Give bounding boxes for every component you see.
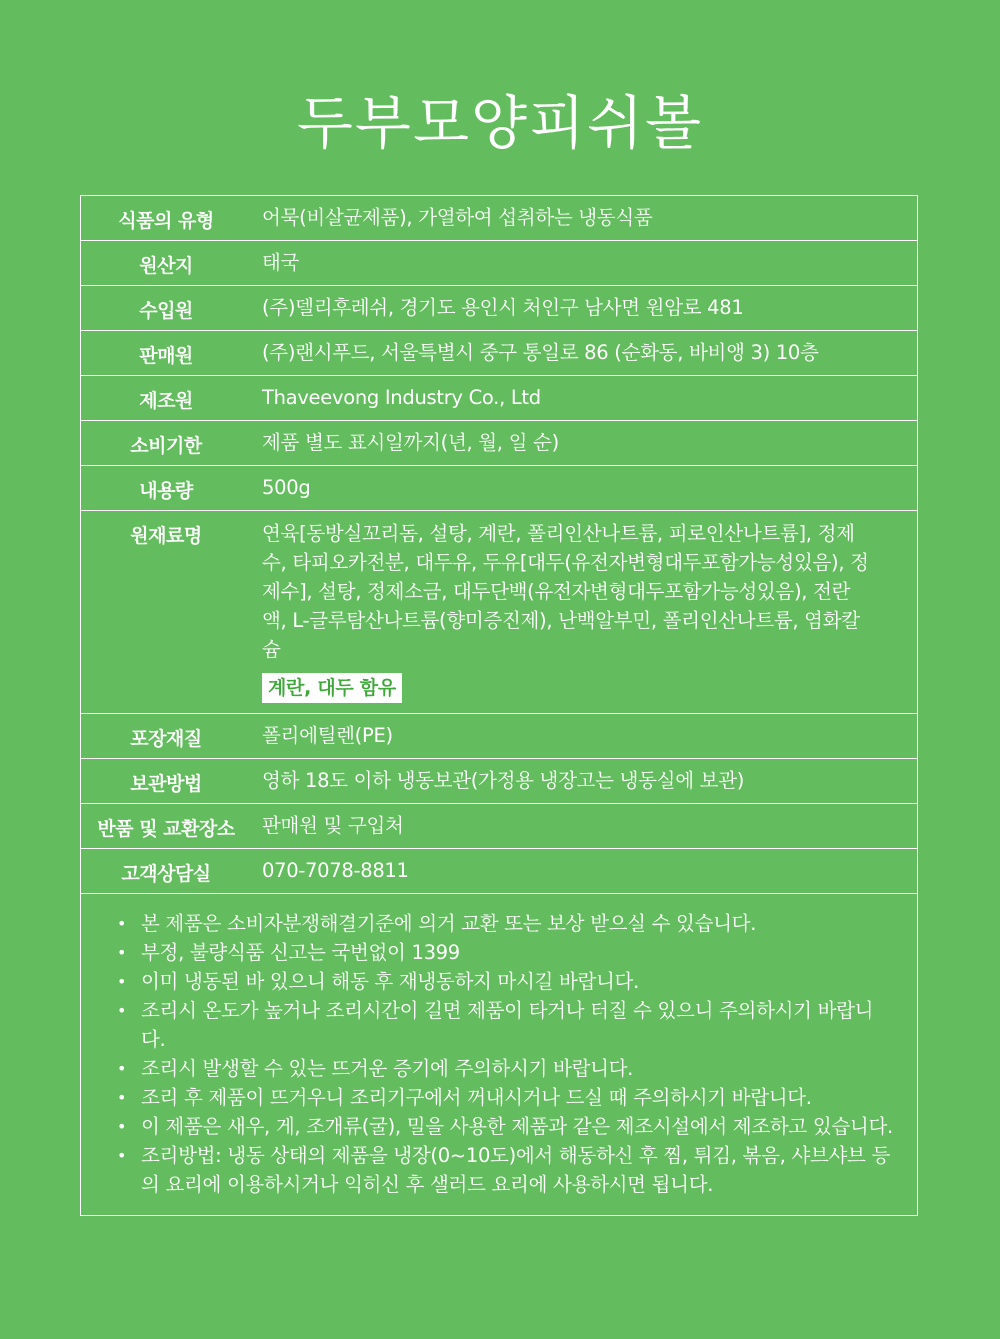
note-text: 조리 후 제품이 뜨거우니 조리기구에서 꺼내시거나 드실 때 주의하시기 바랍니다.: [141, 1086, 812, 1109]
product-info-table: [80, 195, 918, 1216]
row-packaging: [81, 714, 917, 759]
row-label: 원재료명: [130, 525, 202, 547]
row-importer: [81, 286, 917, 331]
row-value: 070-7078-8811: [262, 859, 409, 882]
row-origin: [81, 241, 917, 286]
note-text: 부정, 불량식품 신고는 국번없이 1399: [141, 941, 460, 964]
row-seller: [81, 331, 917, 376]
note-item: [113, 996, 897, 1054]
note-item: [113, 967, 897, 996]
row-value: (주)랜시푸드, 서울특별시 중구 통일로 86 (순화동, 바비앵 3) 10층: [262, 341, 819, 364]
bullet-icon: •: [117, 943, 127, 962]
row-customer-service: [81, 849, 917, 894]
note-text: 조리시 온도가 높거나 조리시간이 길면 제품이 타거나 터질 수 있으니 주의하시기 바랍니다.: [141, 999, 874, 1051]
notes-list: [113, 909, 897, 1199]
note-text: 조리시 발생할 수 있는 뜨거운 증기에 주의하시기 바랍니다.: [141, 1057, 634, 1080]
row-label: 반품 및 교환장소: [97, 818, 235, 840]
row-ingredients: [81, 511, 917, 714]
row-value: 어묵(비살균제품), 가열하여 섭취하는 냉동식품: [262, 206, 653, 229]
row-label: 식품의 유형: [118, 210, 214, 232]
note-item: [113, 909, 897, 938]
row-value: 태국: [262, 251, 300, 274]
bullet-icon: •: [117, 1146, 127, 1165]
row-label: 고객상담실: [121, 863, 211, 885]
row-label: 소비기한: [130, 435, 202, 457]
row-value: 판매원 및 구입처: [262, 814, 404, 837]
row-manufacturer: [81, 376, 917, 421]
product-title: 두부모양피쉬볼: [296, 89, 704, 157]
bullet-icon: •: [117, 972, 127, 991]
row-value: 폴리에틸렌(PE): [262, 724, 393, 747]
row-value: (주)델리후레쉬, 경기도 용인시 처인구 남사면 원암로 481: [262, 296, 744, 319]
row-value: 500g: [262, 476, 311, 499]
bullet-icon: •: [117, 914, 127, 933]
row-value: 제품 별도 표시일까지(년, 월, 일 순): [262, 431, 559, 454]
row-expiry: [81, 421, 917, 466]
bullet-icon: •: [117, 1001, 127, 1020]
note-item: [113, 1083, 897, 1112]
row-label: 제조원: [139, 390, 193, 412]
allergen-badge: 계란, 대두 함유: [262, 673, 402, 703]
note-text: 이미 냉동된 바 있으니 해동 후 재냉동하지 마시길 바랍니다.: [141, 970, 639, 993]
row-value: Thaveevong Industry Co., Ltd: [262, 386, 541, 409]
row-net-weight: [81, 466, 917, 511]
row-label: 수입원: [139, 300, 193, 322]
row-label: 판매원: [139, 345, 193, 367]
bullet-icon: •: [117, 1059, 127, 1078]
note-item: [113, 938, 897, 967]
row-storage: [81, 759, 917, 804]
note-item: [113, 1112, 897, 1141]
row-label: 포장재질: [130, 728, 202, 750]
row-label: 보관방법: [130, 773, 202, 795]
row-label: 원산지: [139, 255, 193, 277]
row-label: 내용량: [139, 480, 193, 502]
ingredients-text: 연육[동방실꼬리돔, 설탕, 계란, 폴리인산나트륨, 피로인산나트륨], 정제수, 타피오카전분, 대두유, 두유[대두(유전자변형대두포함가능성있음), 정제수], 설탕, 정제소금, 대두단백(유전자변형대두포함가능성있음), 전란액, L-글루탐산나트륨(향미증진제), 난백알부민, 폴리인산나트륨, 염화칼슘: [262, 522, 869, 661]
row-return-place: [81, 804, 917, 849]
row-value: 영하 18도 이하 냉동보관(가정용 냉장고는 냉동실에 보관): [262, 769, 745, 792]
note-text: 조리방법: 냉동 상태의 제품을 냉장(0~10도)에서 해동하신 후 찜, 튀김, 볶음, 샤브샤브 등의 요리에 이용하시거나 익히신 후 샐러드 요리에 사용하시면 됩니다.: [141, 1144, 891, 1196]
row-value: [251, 511, 917, 713]
notes-section: [81, 894, 917, 1215]
note-item: [113, 1141, 897, 1199]
bullet-icon: •: [117, 1088, 127, 1107]
note-text: 본 제품은 소비자분쟁해결기준에 의거 교환 또는 보상 받으실 수 있습니다.: [141, 912, 757, 935]
note-text: 이 제품은 새우, 게, 조개류(굴), 밀을 사용한 제품과 같은 제조시설에서 제조하고 있습니다.: [141, 1115, 893, 1138]
bullet-icon: •: [117, 1117, 127, 1136]
row-food-type: [81, 196, 917, 241]
note-item: [113, 1054, 897, 1083]
